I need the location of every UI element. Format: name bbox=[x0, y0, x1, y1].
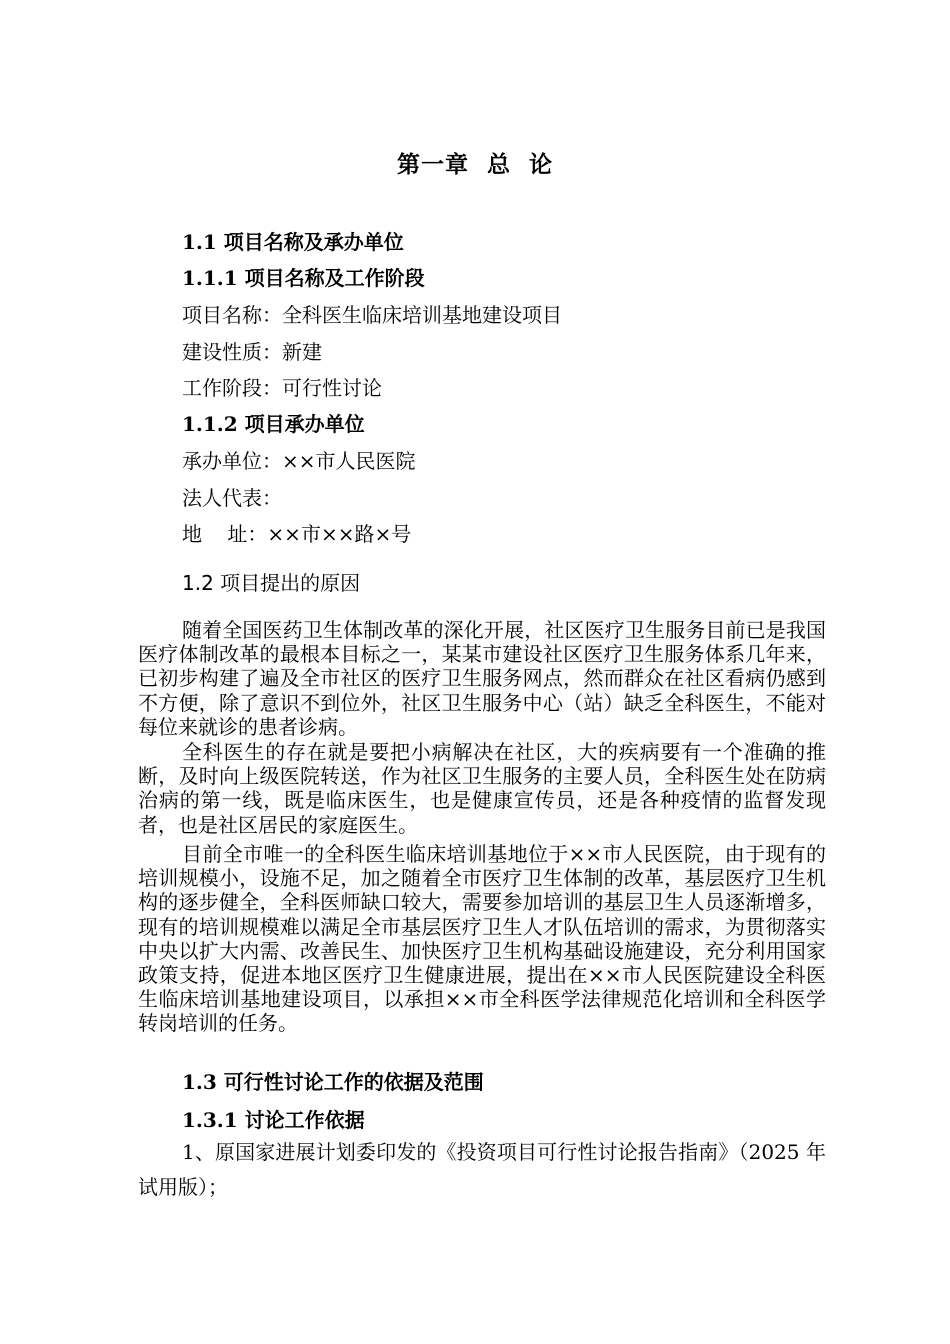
work-stage-line: 工作阶段：可行性讨论 bbox=[182, 376, 382, 400]
host-unit-line: 承办单位：××市人民医院 bbox=[182, 449, 416, 473]
basis-item-1: 1、原国家进展计划委印发的《投资项目可行性讨论报告指南》（2025 年试用版）； bbox=[138, 1140, 826, 1199]
project-name-line: 项目名称：全科医生临床培训基地建设项目 bbox=[182, 303, 562, 327]
construction-nature-line: 建设性质：新建 bbox=[182, 340, 322, 364]
section-1-3-heading: 1.3 可行性讨论工作的依据及范围 bbox=[182, 1070, 484, 1094]
paragraph-reason-1: 随着全国医药卫生体制改革的深化开展，社区医疗卫生服务目前已是我国医疗体制改革的最根本目标之一，某某市建设社区医疗卫生服务体系几年来，已初步构建了遍及全市社区的医疗卫生服务网点，然而群众在社区看病仍感到不方便，除了意识不到位外，社区卫生服务中心（站）缺乏全科医生，不能对每位来就诊的患者诊病。 bbox=[138, 618, 826, 739]
section-1-1-1-heading: 1.1.1 项目名称及工作阶段 bbox=[182, 266, 425, 290]
paragraph-reason-2: 全科医生的存在就是要把小病解决在社区，大的疾病要有一个准确的推断，及时向上级医院转送，作为社区卫生服务的主要人员，全科医生处在防病治病的第一线，既是临床医生，也是健康宣传员，还是各种疫情的监督发现者，也是社区居民的家庭医生。 bbox=[138, 740, 826, 837]
paragraph-reason-3: 目前全市唯一的全科医生临床培训基地位于××市人民医院，由于现有的培训规模小，设施不足，加之随着全市医疗卫生体制的改革，基层医疗卫生机构的逐步健全，全科医师缺口较大，需要参加培训的基层卫生人员逐渐增多，现有的培训规模难以满足全市基层医疗卫生人才队伍培训的需求，为贯彻落实中央以扩大内需、改善民生、加快医疗卫生机构基础设施建设，充分利用国家政策支持，促进本地区医疗卫生健康进展，提出在××市人民医院建设全科医生临床培训基地建设项目，以承担××市全科医学法律规范化培训和全科医学转岗培训的任务。 bbox=[138, 842, 826, 1036]
section-1-1-2-heading: 1.1.2 项目承办单位 bbox=[182, 412, 365, 436]
section-1-1-heading: 1.1 项目名称及承办单位 bbox=[182, 230, 404, 254]
address-line: 地 址：××市××路×号 bbox=[182, 522, 412, 546]
chapter-title: 第一章 总 论 bbox=[396, 151, 554, 178]
section-1-3-1-heading: 1.3.1 讨论工作依据 bbox=[182, 1108, 365, 1132]
section-1-2-heading: 1.2 项目提出的原因 bbox=[182, 571, 361, 595]
legal-rep-line: 法人代表： bbox=[182, 486, 282, 510]
